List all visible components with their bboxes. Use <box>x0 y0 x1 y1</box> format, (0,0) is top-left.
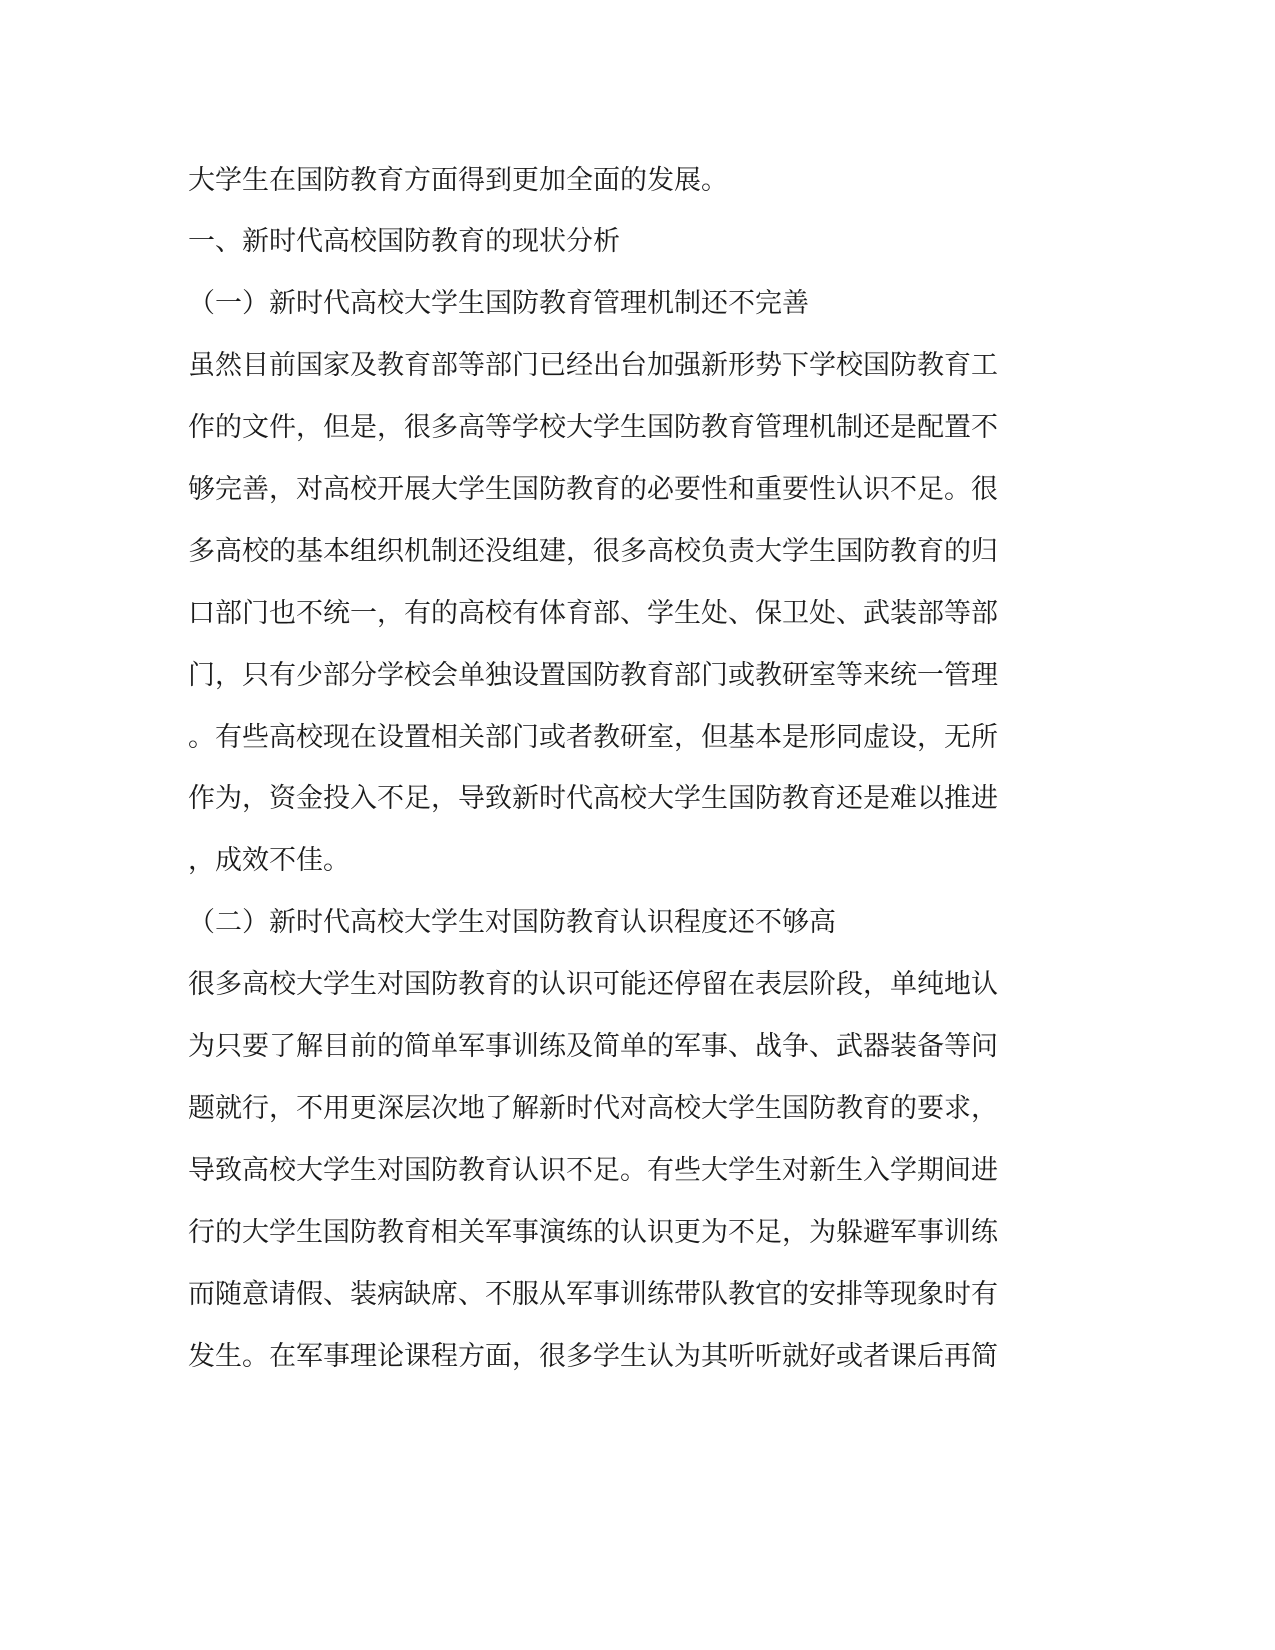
text-line: 题就行，不用更深层次地了解新时代对高校大学生国防教育的要求， <box>188 1093 998 1124</box>
subsection-heading: （二）新时代高校大学生对国防教育认识程度还不够高 <box>188 907 836 938</box>
text-line: 虽然目前国家及教育部等部门已经出台加强新形势下学校国防教育工 <box>188 350 998 381</box>
text-line: 导致高校大学生对国防教育认识不足。有些大学生对新生入学期间进 <box>188 1155 998 1186</box>
text-line: 作的文件，但是，很多高等学校大学生国防教育管理机制还是配置不 <box>188 412 998 443</box>
text-line: 发生。在军事理论课程方面，很多学生认为其听听就好或者课后再简 <box>188 1341 998 1372</box>
text-line: 多高校的基本组织机制还没组建，很多高校负责大学生国防教育的归 <box>188 536 998 567</box>
text-line: 很多高校大学生对国防教育的认识可能还停留在表层阶段，单纯地认 <box>188 969 998 1000</box>
subsection-heading: （一）新时代高校大学生国防教育管理机制还不完善 <box>188 288 809 319</box>
text-line: 行的大学生国防教育相关军事演练的认识更为不足，为躲避军事训练 <box>188 1217 998 1248</box>
text-line: 作为，资金投入不足，导致新时代高校大学生国防教育还是难以推进 <box>188 783 998 814</box>
section-heading: 一、新时代高校国防教育的现状分析 <box>188 226 620 257</box>
text-line: 大学生在国防教育方面得到更加全面的发展。 <box>188 165 728 196</box>
text-line: 而随意请假、装病缺席、不服从军事训练带队教官的安排等现象时有 <box>188 1279 998 1310</box>
text-line: 够完善，对高校开展大学生国防教育的必要性和重要性认识不足。很 <box>188 474 998 505</box>
text-line: 。有些高校现在设置相关部门或者教研室，但基本是形同虚设，无所 <box>188 722 998 753</box>
text-line: ，成效不佳。 <box>188 845 350 876</box>
text-line: 门，只有少部分学校会单独设置国防教育部门或教研室等来统一管理 <box>188 660 998 691</box>
text-line: 为只要了解目前的简单军事训练及简单的军事、战争、武器装备等问 <box>188 1031 998 1062</box>
text-line: 口部门也不统一，有的高校有体育部、学生处、保卫处、武装部等部 <box>188 598 998 629</box>
